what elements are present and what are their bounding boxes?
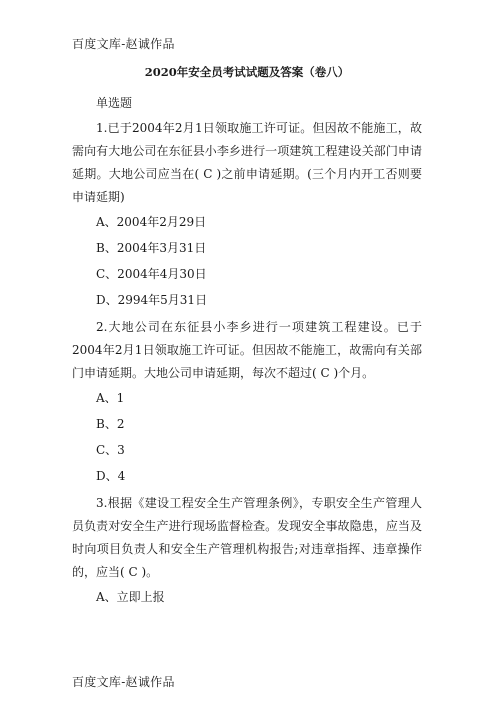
section-heading: 单选题 [96,96,133,110]
question-block [72,492,422,607]
page-header: 百度文库-赵诚作品 [72,37,175,51]
question-text: 1.已于2004年2月1日领取施工许可证。但因故不能施工，故需向有大地公司在东征县小李乡进行一项建筑工程建设关部门申请延期。大地公司应当在( C )之前申请延期。(三个月内开工否则要申请延期) [72,121,422,204]
option: A、1 [96,391,125,405]
option: A、立即上报 [96,590,165,604]
options-list [72,587,422,607]
option: C、2004年4月30日 [96,267,207,281]
option: C、3 [96,443,125,457]
option: D、4 [96,469,126,483]
option: B、2004年3月31日 [96,241,207,255]
option: D、2994年5月31日 [96,293,208,307]
page-footer: 百度文库-赵诚作品 [72,675,175,689]
options-list [72,212,422,310]
document-title: 2020年安全员考试试题及答案（卷八） [144,65,350,79]
option: B、2 [96,417,125,431]
options-list [72,388,422,486]
question-text: 2.大地公司在东征县小李乡进行一项建筑工程建设。已于 2004年2月1日领取施工许可证。但因故不能施工，故需向有关部门申请延期。大地公司申请延期，每次不超过( C )个月。 [72,320,422,380]
question-block [72,117,422,310]
document-body [72,64,422,613]
question-text: 3.根据《建设工程安全生产管理条例》，专职安全生产管理人员负责对安全生产进行现场监督检查。发现安全事故隐患，应当及时向项目负责人和安全生产管理机构报告;对违章指挥、违章操作的，应当( C )。 [72,496,422,579]
option: A、2004年2月29日 [96,215,207,229]
question-block [72,316,422,486]
